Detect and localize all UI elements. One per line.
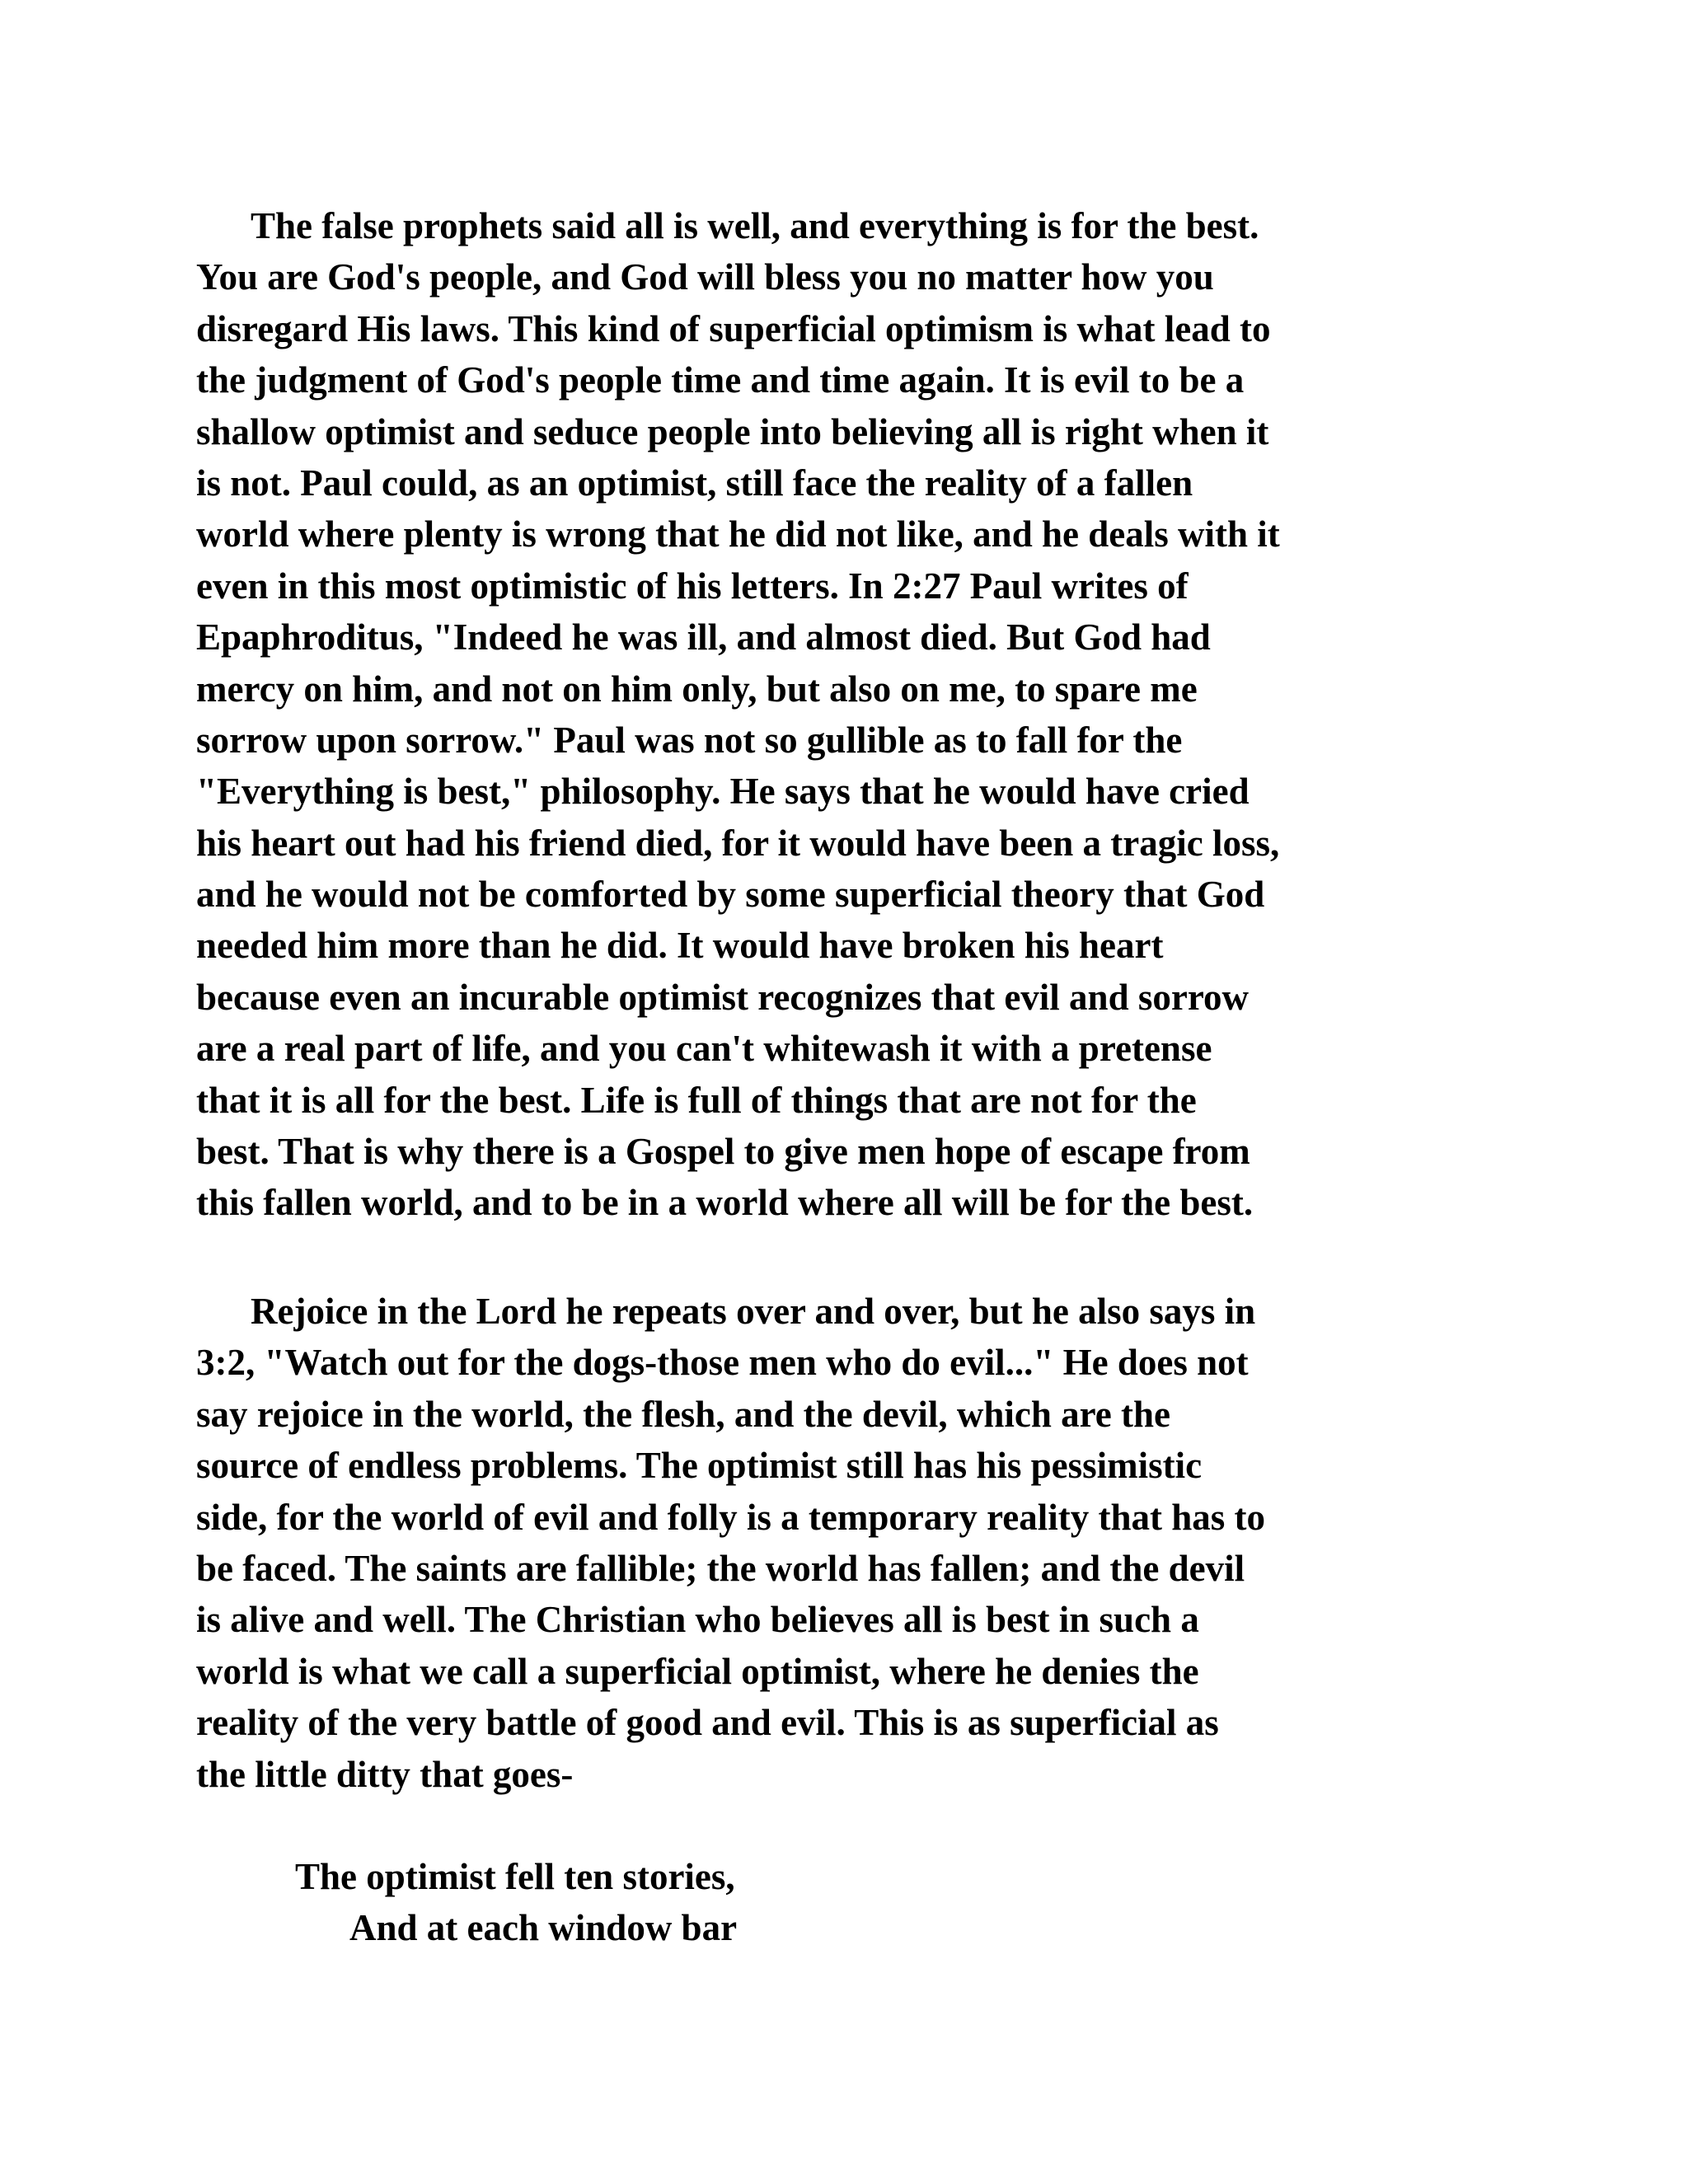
text-line: his heart out had his friend died, for it would have been a tragic loss, bbox=[196, 822, 1280, 864]
text-line: say rejoice in the world, the flesh, and the devil, which are the bbox=[196, 1393, 1171, 1435]
text-line: You are God's people, and God will bless you no matter how you bbox=[196, 256, 1214, 298]
text-line: side, for the world of evil and folly is a temporary reality that has to bbox=[196, 1496, 1265, 1538]
text-line: Epaphroditus, "Indeed he was ill, and almost died. But God had bbox=[196, 616, 1211, 658]
poem-stanza bbox=[295, 1851, 737, 1954]
text-line: is alive and well. The Christian who believes all is best in such a bbox=[196, 1599, 1199, 1641]
text-line: best. That is why there is a Gospel to give men hope of escape from bbox=[196, 1131, 1250, 1173]
text-line: are a real part of life, and you can't whitewash it with a pretense bbox=[196, 1028, 1212, 1070]
poem-line: The optimist fell ten stories, bbox=[295, 1856, 735, 1897]
text-line: world is what we call a superficial optimist, where he denies the bbox=[196, 1650, 1199, 1692]
text-line: the little ditty that goes- bbox=[196, 1753, 574, 1795]
text-line: is not. Paul could, as an optimist, still face the reality of a fallen bbox=[196, 462, 1193, 504]
text-line: even in this most optimistic of his letters. In 2:27 Paul writes of bbox=[196, 565, 1189, 607]
text-line: shallow optimist and seduce people into believing all is right when it bbox=[196, 410, 1269, 452]
text-line: needed him more than he did. It would have broken his heart bbox=[196, 925, 1164, 967]
text-line: source of endless problems. The optimist still has his pessimistic bbox=[196, 1445, 1203, 1487]
text-line: 3:2, "Watch out for the dogs-those men who do evil..." He does not bbox=[196, 1342, 1249, 1384]
text-line: The false prophets said all is well, and everything is for the best. bbox=[251, 205, 1259, 246]
text-line: be faced. The saints are fallible; the world has fallen; and the devil bbox=[196, 1547, 1245, 1589]
text-line: Rejoice in the Lord he repeats over and over, but he also says in bbox=[251, 1291, 1256, 1332]
text-line: reality of the very battle of good and evil. This is as superficial as bbox=[196, 1702, 1219, 1744]
text-line: that it is all for the best. Life is full of things that are not for the bbox=[196, 1079, 1197, 1121]
text-line: and he would not be comforted by some superficial theory that God bbox=[196, 874, 1265, 916]
paragraph-2 bbox=[196, 1286, 1498, 1800]
text-line: mercy on him, and not on him only, but also on me, to spare me bbox=[196, 668, 1198, 710]
paragraph-1 bbox=[196, 200, 1498, 1229]
text-line: sorrow upon sorrow." Paul was not so gullible as to fall for the bbox=[196, 719, 1183, 761]
text-line: "Everything is best," philosophy. He says that he would have cried bbox=[196, 771, 1250, 813]
text-line: the judgment of God's people time and time again. It is evil to be a bbox=[196, 359, 1245, 401]
text-line: world where plenty is wrong that he did not like, and he deals with it bbox=[196, 513, 1280, 555]
text-line: disregard His laws. This kind of superficial optimism is what lead to bbox=[196, 307, 1271, 349]
poem-line: And at each window bar bbox=[349, 1907, 738, 1949]
text-line: because even an incurable optimist recognizes that evil and sorrow bbox=[196, 976, 1250, 1018]
text-line: this fallen world, and to be in a world where all will be for the best. bbox=[196, 1182, 1254, 1224]
